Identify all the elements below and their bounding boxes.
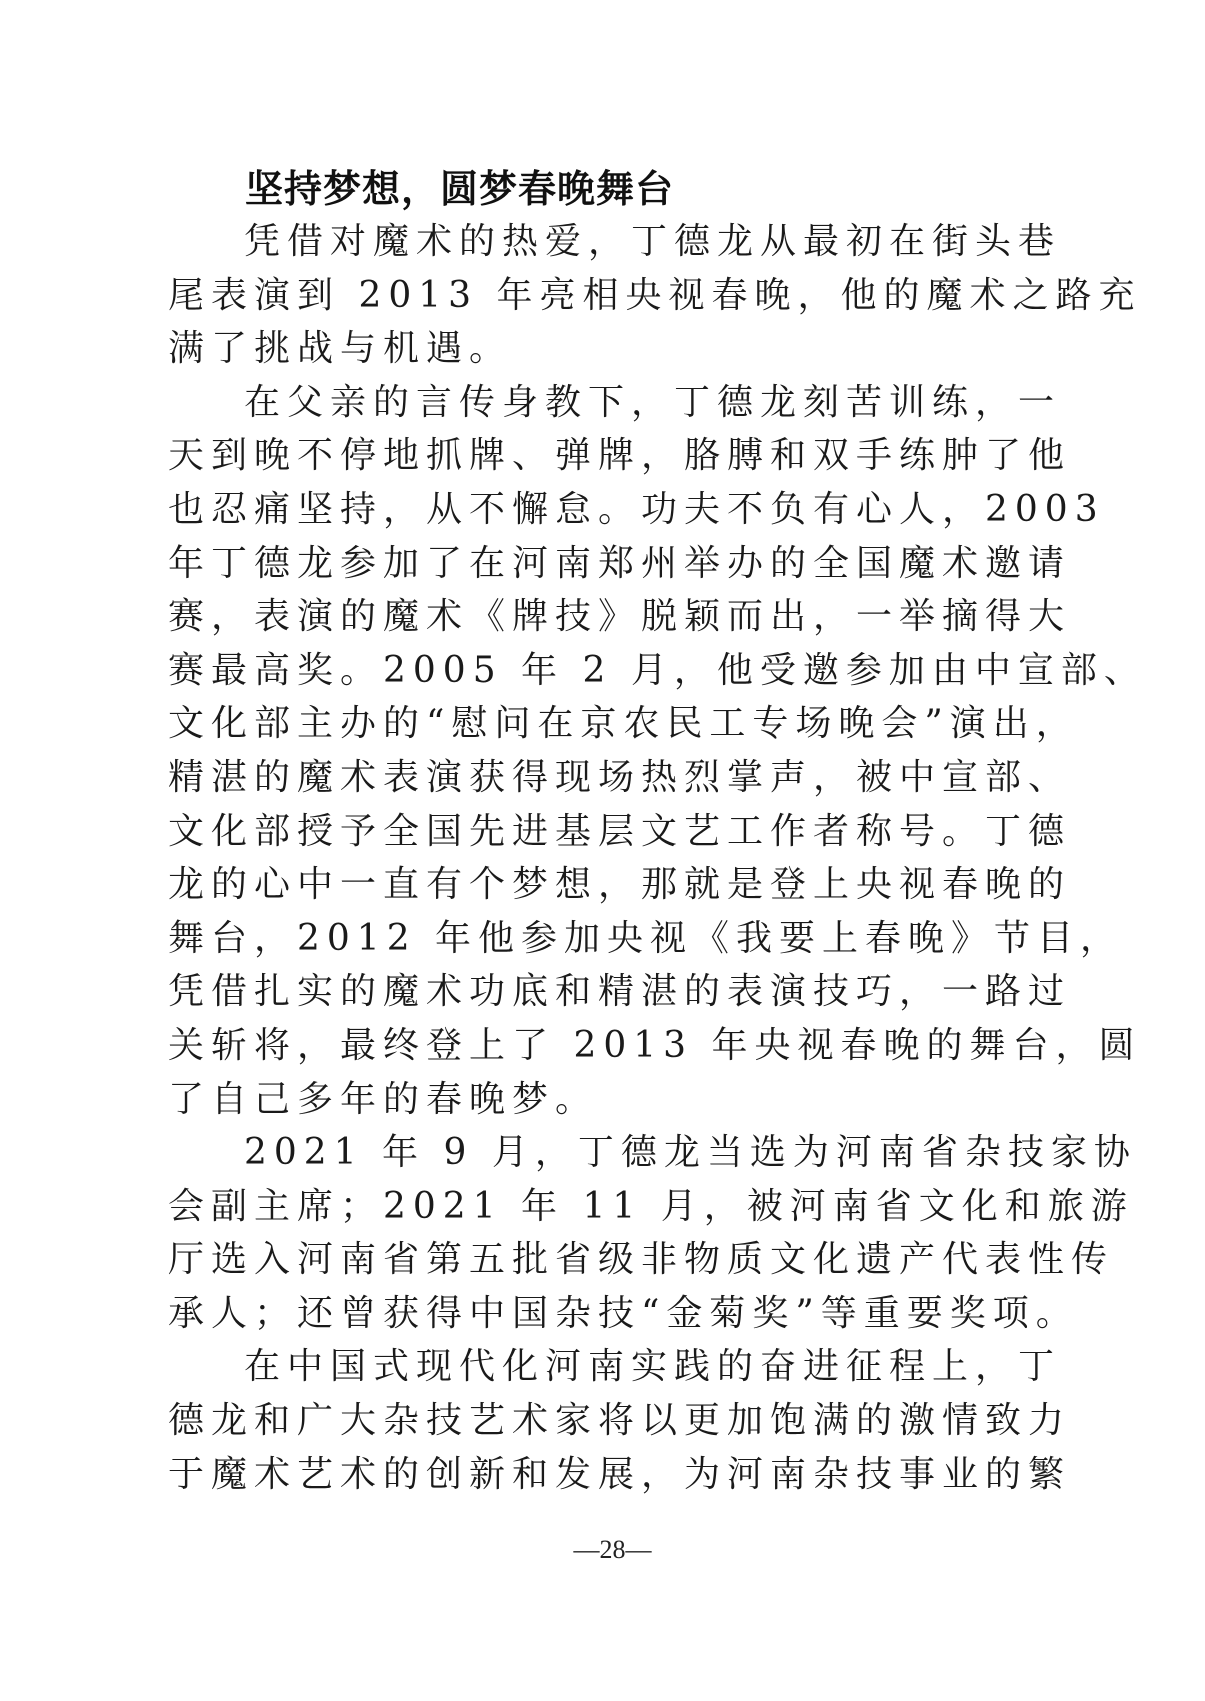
text-line: 于魔术艺术的创新和发展，为河南杂技事业的繁 [168,1453,1072,1495]
text-line: 赛最高奖。2005 年 2 月，他受邀参加由中宣部、 [168,649,1147,691]
text-line: 年丁德龙参加了在河南郑州举办的全国魔术邀请 [168,542,1072,584]
text-line: 精湛的魔术表演获得现场热烈掌声，被中宣部、 [168,756,1072,798]
text-line: 在父亲的言传身教下，丁德龙刻苦训练，一 [244,381,1062,423]
page-number: —28— [573,1535,652,1564]
text-line: 2021 年 9 月，丁德龙当选为河南省杂技家协 [244,1132,1137,1174]
text-line: 尾表演到 2013 年亮相央视春晚，他的魔术之路充 [168,274,1142,316]
text-line: 关斩将，最终登上了 2013 年央视春晚的舞台，圆 [168,1024,1142,1066]
text-line: 德龙和广大杂技艺术家将以更加饱满的激情致力 [168,1400,1072,1442]
text-line: 凭借扎实的魔术功底和精湛的表演技巧，一路过 [168,971,1072,1013]
text-line: 天到晚不停地抓牌、弹牌，胳膊和双手练肿了他 [168,435,1072,477]
text-line: 也忍痛坚持，从不懈怠。功夫不负有心人，2003 [168,488,1105,530]
text-line: 凭借对魔术的热爱，丁德龙从最初在街头巷 [244,221,1062,262]
section-heading: 坚持梦想，圆梦春晚舞台 [245,167,675,211]
text-line: 会副主席；2021 年 11 月，被河南省文化和旅游 [168,1185,1134,1227]
text-line: 舞台，2012 年他参加央视《我要上春晚》节目， [168,917,1124,959]
body-text [168,215,1147,1501]
text-line: 在中国式现代化河南实践的奋进征程上，丁 [244,1346,1062,1388]
text-line: 文化部授予全国先进基层文艺工作者称号。丁德 [168,810,1072,852]
text-line: 了自己多年的春晚梦。 [168,1078,599,1120]
text-line: 文化部主办的“慰问在京农民工专场晚会”演出， [168,703,1079,745]
text-line: 承人；还曾获得中国杂技“金菊奖”等重要奖项。 [168,1292,1079,1334]
text-line: 厅选入河南省第五批省级非物质文化遗产代表性传 [168,1239,1115,1281]
text-line: 龙的心中一直有个梦想，那就是登上央视春晚的 [168,864,1072,906]
text-line: 赛，表演的魔术《牌技》脱颖而出，一举摘得大 [168,596,1072,638]
text-line: 满了挑战与机遇。 [168,328,513,370]
